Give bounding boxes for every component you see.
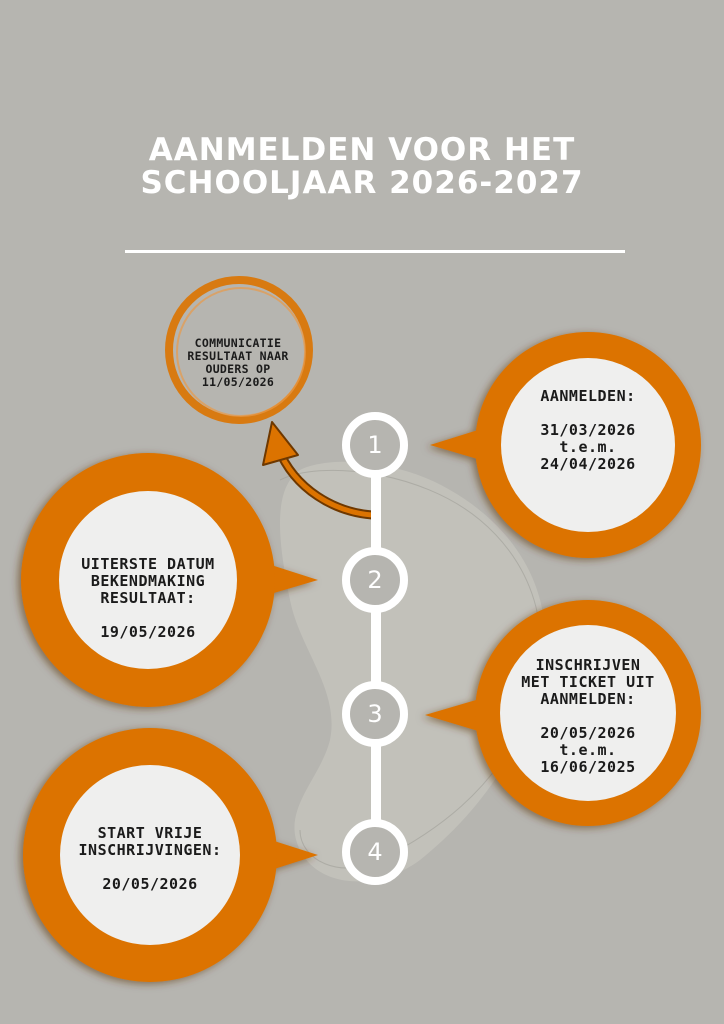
step-3-date-sep: t.e.m. xyxy=(559,741,617,759)
step-3-text xyxy=(500,657,676,776)
step-3-heading-3: AANMELDEN: xyxy=(540,690,636,708)
arrow-head xyxy=(263,422,298,465)
step-3-heading-1: INSCHRIJVEN xyxy=(535,656,641,674)
title-divider xyxy=(125,250,625,253)
title-line-2: SCHOOLJAAR 2026-2027 xyxy=(140,165,584,201)
page-title xyxy=(0,134,724,200)
step-3-date-end: 16/06/2025 xyxy=(540,758,636,776)
note-text xyxy=(163,337,313,389)
title-line-1: AANMELDEN VOOR HET xyxy=(148,132,576,168)
step-4-date: 20/05/2026 xyxy=(102,875,198,893)
note-line-3: OUDERS OP xyxy=(205,362,271,376)
step-3-heading-2: MET TICKET UIT xyxy=(521,673,655,691)
step-1-number: 1 xyxy=(367,431,383,459)
note-line-2: RESULTAAT NAAR xyxy=(187,349,289,363)
step-4-heading-1: START VRIJE xyxy=(97,824,203,842)
step-1-date-end: 24/04/2026 xyxy=(540,455,636,473)
note-line-1: COMMUNICATIE xyxy=(194,336,282,350)
step-4-heading-2: INSCHRIJVINGEN: xyxy=(78,841,222,859)
step-1-date-start: 31/03/2026 xyxy=(540,421,636,439)
step-2-text xyxy=(48,556,248,641)
step-1-text xyxy=(508,388,668,473)
step-4-text xyxy=(50,825,250,893)
step-2-number: 2 xyxy=(367,566,383,594)
step-2-heading-2: BEKENDMAKING xyxy=(90,572,206,590)
step-2-date: 19/05/2026 xyxy=(100,623,196,641)
step-3-number: 3 xyxy=(367,700,383,728)
step-2-heading-1: UITERSTE DATUM xyxy=(81,555,215,573)
step-4-number: 4 xyxy=(367,838,383,866)
step-1-heading: AANMELDEN: xyxy=(540,387,636,405)
timeline-line xyxy=(371,445,381,855)
step-1-date-sep: t.e.m. xyxy=(559,438,617,456)
step-3-date-start: 20/05/2026 xyxy=(540,724,636,742)
note-line-4: 11/05/2026 xyxy=(201,375,275,389)
step-2-heading-3: RESULTAAT: xyxy=(100,589,196,607)
